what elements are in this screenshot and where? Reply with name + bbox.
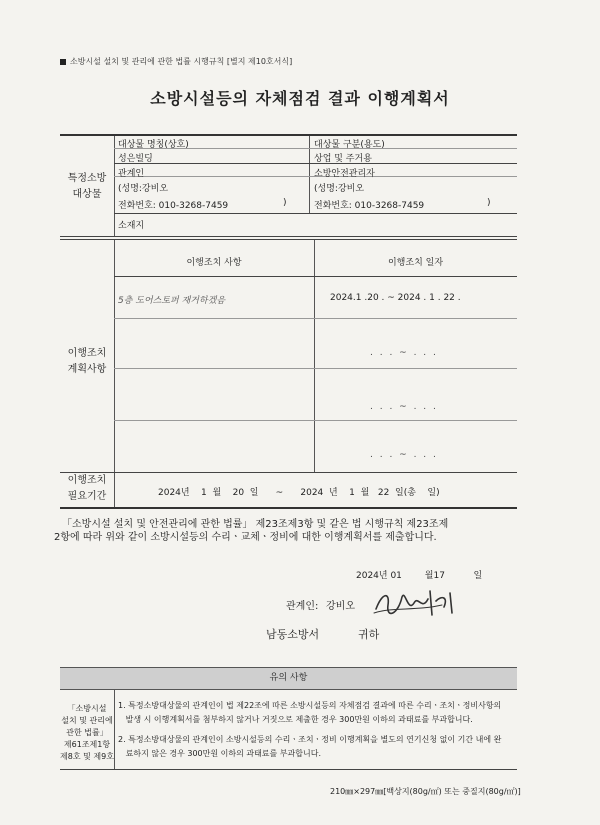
- category-value: 상업 및 주거용: [314, 154, 372, 164]
- document-title: 소방시설등의 자체점검 결과 이행계획서: [150, 89, 450, 108]
- recipient: 남동소방서: [266, 628, 320, 641]
- table-top-border: [60, 134, 517, 136]
- section2-divider: [114, 240, 115, 472]
- stakeholder-label: 관계인: [118, 169, 145, 179]
- date-row-2: . . . ~ . . .: [370, 348, 438, 358]
- notes-header: 유의 사항: [60, 667, 517, 690]
- section2-mid-divider: [314, 240, 315, 472]
- col-action-header: 이행조치 사항: [186, 258, 242, 268]
- honorific: 귀하: [358, 628, 380, 641]
- manager-name: (성명:강비오: [314, 184, 365, 194]
- section1-label: 특정소방 대상물: [67, 173, 107, 200]
- category-label: 대상물 구분(용도): [314, 140, 385, 150]
- manager-phone: 전화번호: 010-3268-7459: [314, 201, 425, 211]
- manager-label: 소방안전관리자: [314, 169, 375, 179]
- date-row-3: . . . ~ . . .: [370, 402, 438, 412]
- statement-line-1: 「소방시설 설치 및 안전관리에 관한 법률」 제23조제3항 및 같은 법 시행규칙 제23조제: [62, 519, 449, 530]
- table-bottom-border: [60, 507, 517, 509]
- note-item-2b: 료하지 않은 경우 300만원 이하의 과태료를 부과합니다.: [118, 749, 321, 758]
- action-row-1: 5층 도어스토퍼 재거하겠음: [118, 296, 226, 306]
- statement-line-2: 2항에 따라 위와 같이 소방시설등의 수리ㆍ교체ㆍ정비에 대한 이행계획서를 제출합니다.: [54, 532, 437, 543]
- handwritten-signature: [372, 585, 460, 619]
- section2-label: 이행조치 계획사항: [67, 348, 107, 375]
- square-bullet-icon: [60, 59, 66, 65]
- note-item-1a: 1. 특정소방대상물의 관계인이 법 제22조에 따른 소방시설등의 자체점검 결과에 따른 수리ㆍ조치ㆍ정비사항의: [118, 701, 502, 710]
- law-reference: 소방시설 설치 및 관리에 관한 법률 시행규칙 [별지 제10호서식]: [60, 56, 292, 67]
- stakeholder-name: (성명:강비오: [118, 184, 169, 194]
- stakeholder-phone: 전화번호: 010-3268-7459: [118, 201, 229, 211]
- note-item-1b: 발생 시 이행계획서를 첨부하지 않거나 거짓으로 제출한 경우 300만원 이하의 과태료를 부과합니다.: [118, 715, 473, 724]
- manager-phone-end: ): [487, 198, 491, 208]
- stakeholder-phone-end: ): [283, 198, 287, 208]
- period-value: 2024년 1 월 20 일 ~ 2024 년 1 월 22 일(총 일): [158, 488, 440, 498]
- name-value: 성은빌딩: [118, 154, 153, 164]
- section1-divider: [114, 136, 115, 236]
- name-label: 대상물 명칭(상호): [118, 140, 189, 150]
- date-row-1: 2024.1 .20 . ~ 2024 . 1 . 22 .: [330, 293, 461, 303]
- signer-name: 강비오: [326, 601, 355, 612]
- submit-date: 2024년 01 월17 일: [356, 571, 483, 581]
- date-row-4: . . . ~ . . .: [370, 450, 438, 460]
- section3-label: 이행조치 필요기간: [67, 475, 107, 502]
- col-date-header: 이행조치 일자: [387, 258, 444, 268]
- signer-label: 관계인:: [286, 601, 319, 612]
- address-label: 소재지: [118, 221, 145, 231]
- notes-legal-basis: 「소방시설 설치 및 관리에 관한 법률」 제61조제1항 제8호 및 제9호: [60, 704, 114, 761]
- paper-spec-footer: 210㎜×297㎜[백상지(80g/㎡) 또는 중질지(80g/㎡)]: [330, 787, 521, 796]
- note-item-2a: 2. 특정소방대상물의 관계인이 소방시설등의 수리ㆍ조치ㆍ정비 이행계획을 별도의 연기신청 없이 기간 내에 완: [118, 735, 502, 744]
